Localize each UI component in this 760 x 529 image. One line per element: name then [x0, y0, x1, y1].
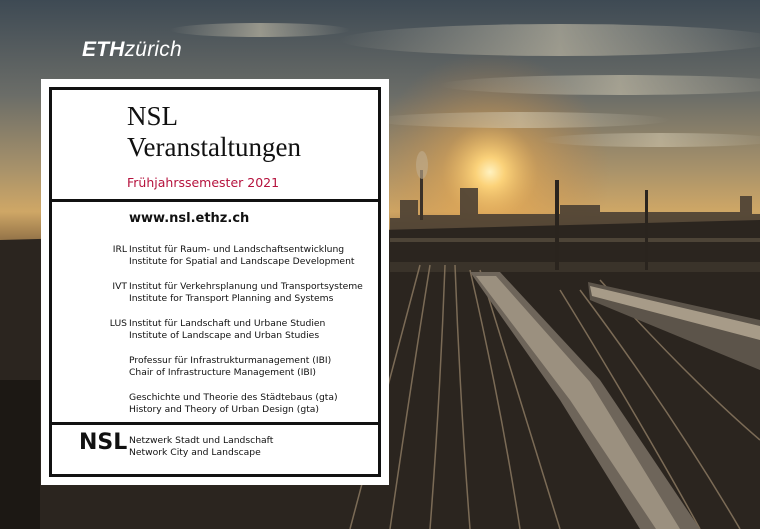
institute-name-en: History and Theory of Urban Design (gta) — [129, 404, 320, 415]
institute-item — [41, 281, 381, 318]
institute-item — [41, 244, 381, 281]
institute-name-en: Institute for Spatial and Landscape Development — [129, 256, 355, 267]
institute-name-de: Professur für Infrastrukturmanagement (IBI) — [129, 355, 332, 366]
institute-name-en: Chair of Infrastructure Management (IBI) — [129, 367, 317, 378]
institute-item — [41, 355, 381, 392]
network-name-de: Netzwerk Stadt und Landschaft — [129, 435, 274, 446]
event-card — [41, 79, 389, 485]
institute-abbr: IVT — [112, 281, 127, 292]
logo-zurich: zürich — [124, 38, 182, 61]
institute-list — [41, 244, 381, 429]
institute-name-en: Institute for Transport Planning and Systems — [129, 293, 334, 304]
institute-abbr: IRL — [112, 244, 127, 255]
institute-item — [41, 318, 381, 355]
institute-name-en: Institute of Landscape and Urban Studies — [129, 330, 320, 341]
institute-name-de: Institut für Landschaft und Urbane Studien — [129, 318, 326, 329]
page-title: NSL Veranstaltungen — [127, 101, 301, 162]
website-link[interactable]: www.nsl.ethz.ch — [129, 211, 250, 226]
institute-name-de: Institut für Verkehrsplanung und Transportsysteme — [129, 281, 363, 292]
divider-top — [49, 199, 381, 202]
nsl-logo: NSL — [79, 430, 128, 455]
divider-bottom — [49, 422, 381, 425]
institute-abbr: LUS — [109, 318, 127, 329]
eth-zurich-logo[interactable] — [82, 38, 182, 62]
network-name-en: Network City and Landscape — [129, 447, 261, 458]
semester-label: Frühjahrssemester 2021 — [127, 175, 280, 190]
logo-eth: ETH — [82, 38, 125, 61]
institute-name-de: Geschichte und Theorie des Städtebaus (gta) — [129, 392, 338, 403]
institute-name-de: Institut für Raum- und Landschaftsentwicklung — [129, 244, 345, 255]
